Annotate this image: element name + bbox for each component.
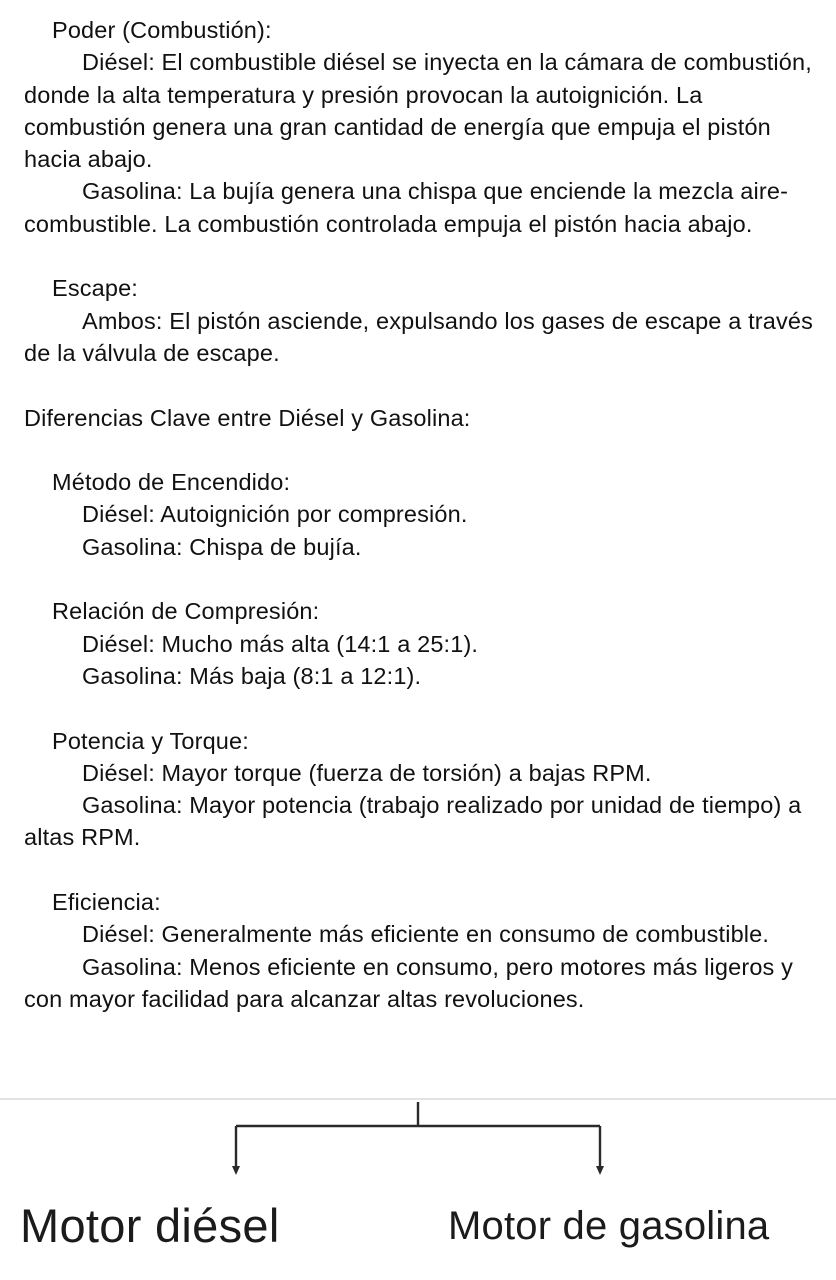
paragraph: Diésel: Mayor torque (fuerza de torsión) a bajas RPM. — [82, 759, 652, 786]
paragraph: Gasolina: Más baja (8:1 a 12:1). — [82, 662, 422, 689]
section-heading: Relación de Compresión: — [52, 598, 320, 625]
section-heading: Poder (Combustión): — [52, 17, 272, 43]
paragraph: Diésel: Autoignición por compresión. — [82, 501, 468, 528]
paragraph-gap — [24, 434, 824, 466]
paragraph: Gasolina: Chispa de bujía. — [82, 533, 362, 560]
paragraph: Diésel: Generalmente más eficiente en consumo de combustible. — [82, 921, 770, 948]
paragraph: Diésel: Mucho más alta (14:1 a 25:1). — [82, 630, 479, 657]
paragraph-gap — [24, 240, 824, 272]
section-heading: Escape: — [52, 275, 138, 302]
paragraph: Gasolina: Mayor potencia (trabajo realizado por unidad de tiempo) a altas RPM. — [24, 792, 802, 851]
left-arrowhead — [232, 1166, 240, 1175]
paragraph: Diferencias Clave entre Diésel y Gasolina: — [24, 404, 471, 431]
section-heading: Método de Encendido: — [52, 469, 291, 496]
document-body — [24, 14, 824, 1015]
paragraph-gap — [24, 854, 824, 886]
paragraph: Gasolina: La bujía genera una chispa que enciende la mezcla aire-combustible. La combustión controlada empuja el pistón hacia abajo. — [24, 178, 789, 237]
paragraph-gap — [24, 563, 824, 595]
section-heading: Eficiencia: — [52, 889, 161, 916]
right-arrowhead — [596, 1166, 604, 1175]
diesel-engine-label: Motor diésel — [20, 1199, 280, 1252]
paragraph: Gasolina: Menos eficiente en consumo, pero motores más ligeros y con mayor facilidad para alcanzar altas revoluciones. — [24, 953, 794, 1012]
engine-split-diagram — [0, 1100, 836, 1280]
paragraph-gap — [24, 369, 824, 401]
section-heading: Potencia y Torque: — [52, 727, 249, 754]
paragraph: Diésel: El combustible diésel se inyecta en la cámara de combustión, donde la alta temperatura y presión provocan la autoignición. La combustión genera una gran cantidad de energía que empuja el pistón hacia abajo. — [24, 49, 812, 173]
paragraph-gap — [24, 692, 824, 724]
gasoline-engine-label: Motor de gasolina — [448, 1204, 770, 1248]
paragraph: Ambos: El pistón asciende, expulsando los gases de escape a través de la válvula de escape. — [24, 307, 813, 366]
